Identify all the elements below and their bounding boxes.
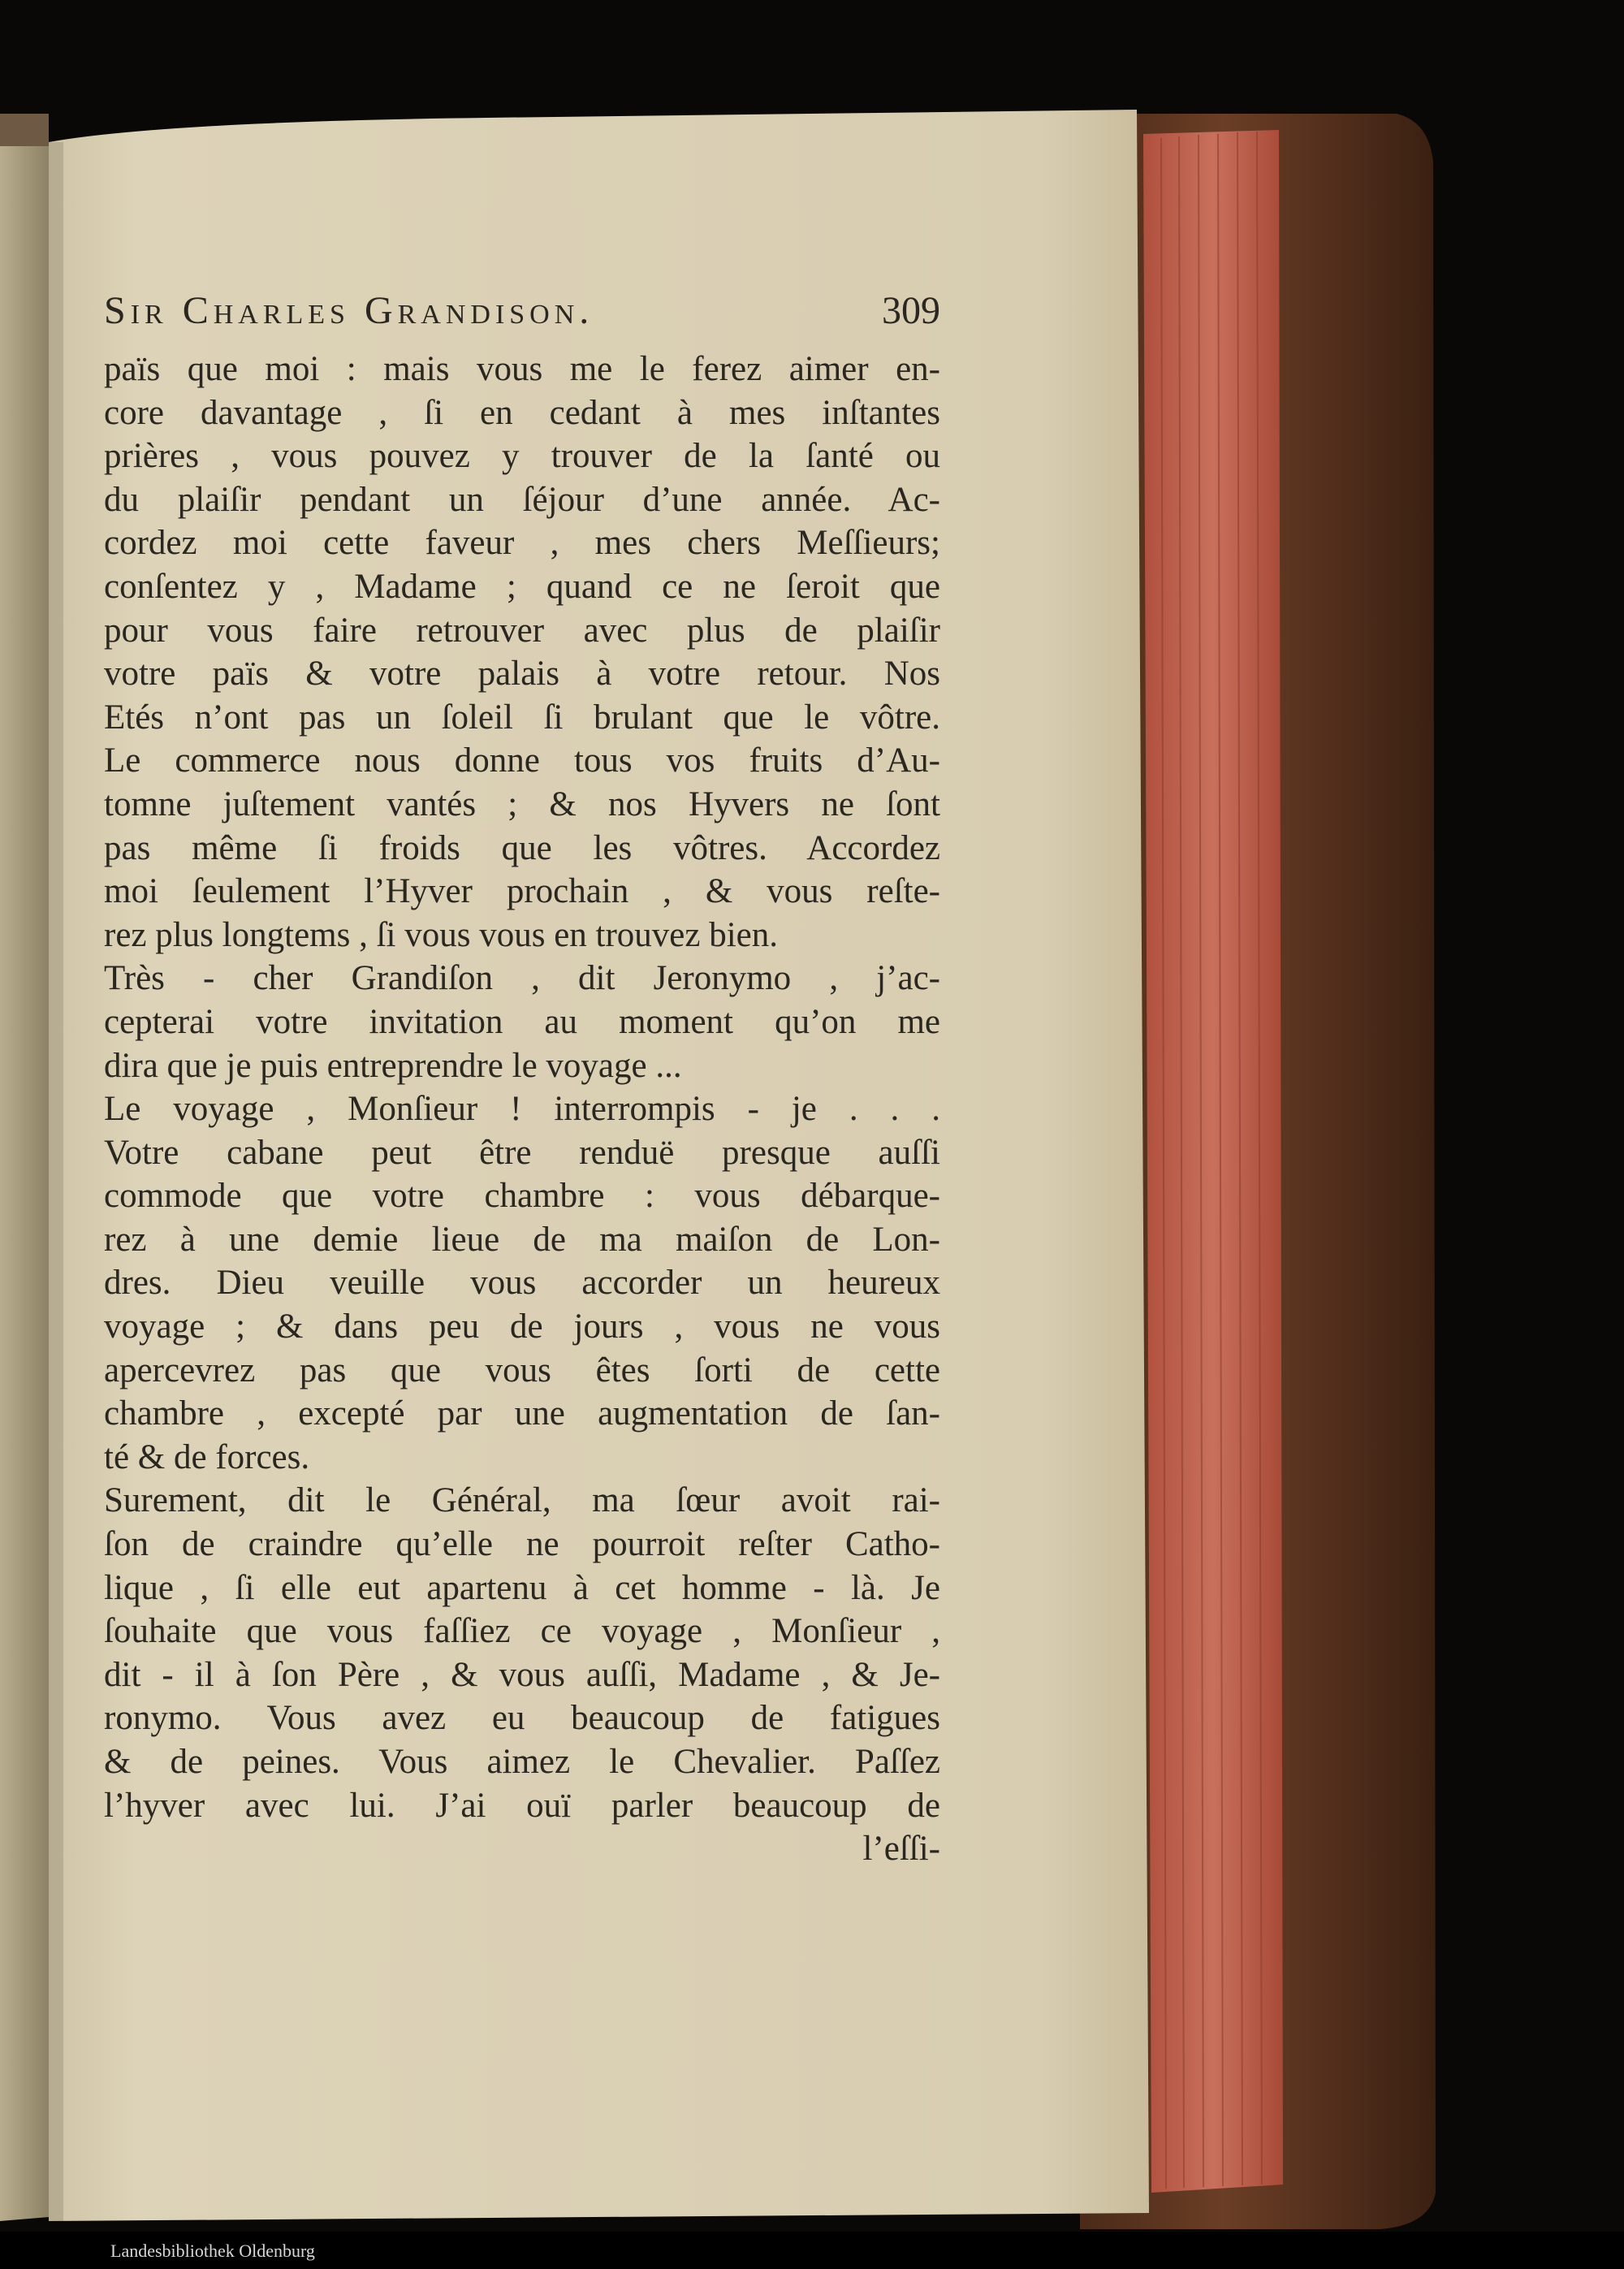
text-line: apercevrez pas que vous êtes ſorti de cette	[104, 1351, 940, 1389]
text-line: rez plus longtems , ſi vous vous en trouvez bien.	[104, 915, 778, 954]
text-line: Très - cher Grandiſon , dit Jeronymo , j’ac-	[104, 959, 940, 998]
text-line: & de peines. Vous aimez le Chevalier. Paſſez	[104, 1743, 940, 1781]
text-line: commode que votre chambre : vous débarque-	[104, 1177, 940, 1216]
text-line: l’hyver avec lui. J’ai ouï parler beaucoup de	[104, 1786, 940, 1825]
text-line: pas même ſi froids que les vôtres. Accordez	[104, 828, 940, 867]
text-line: cordez moi cette faveur , mes chers Meſſieurs;	[104, 524, 940, 563]
text-line: rez à une demie lieue de ma maiſon de Lon-	[104, 1220, 940, 1259]
text-line: dres. Dieu veuille vous accorder un heureux	[104, 1264, 940, 1303]
binding-strip	[0, 114, 49, 146]
body-text	[104, 348, 940, 1871]
left-page	[0, 127, 49, 2221]
text-line: votre païs & votre palais à votre retour. Nos	[104, 655, 940, 694]
text-line: conſentez y , Madame ; quand ce ne ſeroit que	[104, 567, 940, 606]
text-line: dira que je puis entreprendre le voyage ...	[104, 1046, 682, 1085]
text-line: tomne juſtement vantés ; & nos Hyvers ne ſont	[104, 784, 940, 823]
text-line: core davantage , ſi en cedant à mes inſtantes	[104, 393, 940, 432]
running-head	[104, 288, 940, 345]
text-line: chambre , excepté par une augmentation de ſan-	[104, 1394, 940, 1433]
page-number: 309	[882, 289, 940, 332]
text-line: du plaiſir pendant un ſéjour d’une année. Ac-	[104, 480, 940, 519]
text-line: té & de forces.	[104, 1437, 310, 1476]
gutter-shadow	[49, 142, 63, 2221]
text-line: Votre cabane peut être renduë presque auſſi	[104, 1133, 940, 1172]
catchword: l’eſſi-	[862, 1830, 940, 1869]
text-line: Etés n’ont pas un ſoleil ſi brulant que le vôtre.	[104, 698, 940, 737]
library-name: Landesbibliothek Oldenburg	[110, 2241, 315, 2261]
text-line: cepterai votre invitation au moment qu’on me	[104, 1002, 940, 1041]
running-title: Sir Charles Grandison.	[104, 289, 594, 332]
text-line: ronymo. Vous avez eu beaucoup de fatigues	[104, 1699, 940, 1738]
text-line: ſon de craindre qu’elle ne pourroit reſter Catho-	[104, 1525, 940, 1564]
text-line: dit - il à ſon Père , & vous auſſi, Madame , & Je-	[104, 1655, 940, 1694]
text-line: lique , ſi elle eut apartenu à cet homme - là. Je	[104, 1568, 940, 1607]
text-line: Surement, dit le Général, ma ſœur avoit rai-	[104, 1481, 940, 1520]
text-line: voyage ; & dans peu de jours , vous ne vous	[104, 1307, 940, 1346]
text-line: moi ſeulement l’Hyver prochain , & vous reſte-	[104, 872, 940, 911]
text-line: Le commerce nous donne tous vos fruits d’Au-	[104, 741, 940, 780]
text-line: pour vous faire retrouver avec plus de plaiſir	[104, 611, 940, 650]
text-line: ſouhaite que vous faſſiez ce voyage , Monſieur ,	[104, 1612, 940, 1651]
text-line: prières , vous pouvez y trouver de la ſanté ou	[104, 437, 940, 476]
text-line: Le voyage , Monſieur ! interrompis - je . . .	[104, 1090, 940, 1129]
text-line: païs que moi : mais vous me le ferez aimer en-	[104, 350, 940, 388]
